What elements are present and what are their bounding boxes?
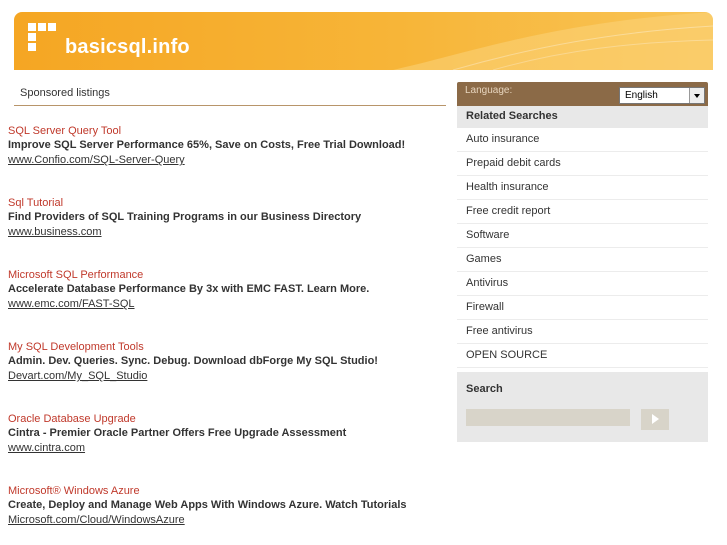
- listing-url[interactable]: www.business.com: [8, 226, 102, 238]
- listing-title[interactable]: Oracle Database Upgrade: [8, 413, 136, 425]
- listing-title[interactable]: Microsoft SQL Performance: [8, 269, 144, 281]
- related-search-item[interactable]: Firewall: [457, 296, 708, 320]
- listing-title[interactable]: Microsoft® Windows Azure: [8, 485, 140, 497]
- listing-url[interactable]: www.emc.com/FAST-SQL: [8, 298, 135, 310]
- related-search-item[interactable]: Software: [457, 224, 708, 248]
- listing-description: Find Providers of SQL Training Programs in our Business Directory: [8, 211, 362, 223]
- related-search-item[interactable]: Health insurance: [457, 176, 708, 200]
- search-input[interactable]: [466, 409, 630, 426]
- related-search-item[interactable]: Auto insurance: [457, 128, 708, 152]
- listing: [8, 196, 438, 240]
- site-header: [14, 12, 713, 70]
- listing: [8, 340, 438, 384]
- listing-title[interactable]: My SQL Development Tools: [8, 341, 144, 353]
- related-search-item[interactable]: Games: [457, 248, 708, 272]
- language-selected-value: English: [625, 90, 658, 101]
- listing-description: Admin. Dev. Queries. Sync. Debug. Download dbForge My SQL Studio!: [8, 355, 378, 367]
- listing: [8, 412, 438, 456]
- header-wave-decoration: [393, 12, 713, 70]
- related-search-item[interactable]: Free antivirus: [457, 320, 708, 344]
- sponsored-section: [14, 80, 446, 106]
- related-search-item[interactable]: OPEN SOURCE: [457, 344, 708, 368]
- logo-text: basicsql.info: [65, 36, 190, 58]
- site-logo[interactable]: [28, 23, 190, 61]
- listing-description: Cintra - Premier Oracle Partner Offers Free Upgrade Assessment: [8, 427, 347, 439]
- chevron-down-icon[interactable]: [689, 88, 704, 103]
- listing: [8, 268, 438, 312]
- related-search-item[interactable]: Prepaid debit cards: [457, 152, 708, 176]
- related-search-item[interactable]: Antivirus: [457, 272, 708, 296]
- listing-url[interactable]: www.cintra.com: [8, 442, 86, 454]
- listing-title[interactable]: SQL Server Query Tool: [8, 125, 122, 137]
- sidebar: [457, 82, 708, 442]
- listing-title[interactable]: Sql Tutorial: [8, 197, 64, 209]
- listing: [8, 484, 438, 528]
- related-search-item[interactable]: Free credit report: [457, 200, 708, 224]
- search-panel: [457, 372, 708, 442]
- related-searches-heading: Related Searches: [457, 106, 708, 128]
- language-select[interactable]: [619, 87, 705, 104]
- listing-url[interactable]: Devart.com/My_SQL_Studio: [8, 370, 148, 382]
- listing-description: Create, Deploy and Manage Web Apps With Windows Azure. Watch Tutorials: [8, 499, 407, 511]
- language-bar: [457, 82, 708, 106]
- listing: [8, 124, 438, 168]
- search-submit-button[interactable]: [641, 409, 669, 430]
- listing-description: Accelerate Database Performance By 3x with EMC FAST. Learn More.: [8, 283, 370, 295]
- search-heading: Search: [466, 383, 503, 395]
- sponsored-label: Sponsored listings: [14, 80, 446, 106]
- listing-url[interactable]: Microsoft.com/Cloud/WindowsAzure: [8, 514, 185, 526]
- logo-squares-icon: [28, 23, 66, 61]
- listing-description: Improve SQL Server Performance 65%, Save on Costs, Free Trial Download!: [8, 139, 406, 151]
- listing-url[interactable]: www.Confio.com/SQL-Server-Query: [8, 154, 185, 166]
- language-label: Language:: [465, 85, 513, 96]
